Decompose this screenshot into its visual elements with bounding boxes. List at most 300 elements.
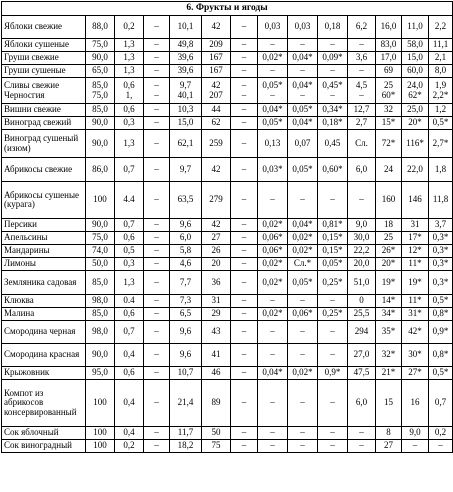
- value-cell: –: [231, 158, 258, 182]
- value-cell: 69: [376, 65, 402, 78]
- value-cell: –: [144, 182, 170, 219]
- value-cell: 88,0: [86, 16, 115, 39]
- value-cell: 90,0: [86, 344, 115, 367]
- value-cell: 90,0: [86, 52, 115, 65]
- value-cell: 0,2: [429, 427, 453, 440]
- value-cell: 0,34*: [318, 104, 348, 117]
- value-cell: – –: [231, 78, 258, 104]
- value-cell: 0,4: [115, 380, 144, 427]
- value-cell: 90,0: [86, 219, 115, 232]
- value-cell: 0,45: [318, 130, 348, 158]
- product-name-cell: Сок виноградный: [2, 440, 86, 453]
- table-row: [2, 380, 453, 427]
- value-cell: 24,0 62*: [402, 78, 429, 104]
- value-cell: 0,7: [115, 219, 144, 232]
- value-cell: 0,02*: [258, 271, 288, 295]
- value-cell: 294: [348, 321, 376, 344]
- table-row: [2, 344, 453, 367]
- product-name-cell: Груши сушеные: [2, 65, 86, 78]
- product-name-cell: Сок яблочный: [2, 427, 86, 440]
- value-cell: 6,5: [170, 308, 202, 321]
- value-cell: 116*: [402, 130, 429, 158]
- value-cell: 42: [202, 16, 231, 39]
- value-cell: 25 60*: [376, 78, 402, 104]
- value-cell: 11*: [402, 258, 429, 271]
- value-cell: 0,04*: [258, 367, 288, 380]
- value-cell: 0,7: [115, 158, 144, 182]
- value-cell: 3,6: [348, 52, 376, 65]
- value-cell: 30,0: [348, 232, 376, 245]
- value-cell: 0,3: [115, 117, 144, 130]
- value-cell: –: [318, 321, 348, 344]
- value-cell: 8,0: [429, 65, 453, 78]
- value-cell: 0,02*: [288, 245, 318, 258]
- value-cell: 2,7*: [429, 130, 453, 158]
- value-cell: 6,2: [348, 16, 376, 39]
- value-cell: –: [231, 104, 258, 117]
- value-cell: –: [318, 295, 348, 308]
- value-cell: 2,1: [429, 52, 453, 65]
- value-cell: –: [402, 440, 429, 453]
- value-cell: –: [348, 440, 376, 453]
- value-cell: 98,0: [86, 321, 115, 344]
- value-cell: 20*: [402, 117, 429, 130]
- value-cell: 27,0: [348, 344, 376, 367]
- table-row: [2, 245, 453, 258]
- product-name-cell: Виноград сушеный (изюм): [2, 130, 86, 158]
- value-cell: –: [258, 321, 288, 344]
- value-cell: 15,0: [170, 117, 202, 130]
- value-cell: –: [258, 427, 288, 440]
- value-cell: 42: [202, 158, 231, 182]
- value-cell: 15,0: [402, 52, 429, 65]
- value-cell: 9,7: [170, 158, 202, 182]
- value-cell: 98,0: [86, 295, 115, 308]
- value-cell: 27: [202, 232, 231, 245]
- value-cell: –: [288, 344, 318, 367]
- value-cell: –: [231, 39, 258, 52]
- value-cell: –: [144, 16, 170, 39]
- value-cell: 4,5 –: [348, 78, 376, 104]
- value-cell: 58,0: [402, 39, 429, 52]
- product-name-cell: Груши свежие: [2, 52, 86, 65]
- value-cell: –: [231, 344, 258, 367]
- value-cell: –: [144, 271, 170, 295]
- value-cell: –: [231, 308, 258, 321]
- value-cell: 0,5*: [429, 367, 453, 380]
- product-name-cell: Апельсины: [2, 232, 86, 245]
- value-cell: 49,8: [170, 39, 202, 52]
- value-cell: –: [318, 182, 348, 219]
- value-cell: 18: [376, 219, 402, 232]
- value-cell: 86,0: [86, 158, 115, 182]
- value-cell: 74,0: [86, 245, 115, 258]
- value-cell: 279: [202, 182, 231, 219]
- value-cell: 6,0: [348, 158, 376, 182]
- value-cell: 0,15*: [318, 232, 348, 245]
- value-cell: –: [144, 344, 170, 367]
- value-cell: –: [144, 130, 170, 158]
- value-cell: 31: [202, 295, 231, 308]
- value-cell: 95,0: [86, 367, 115, 380]
- value-cell: –: [318, 440, 348, 453]
- value-cell: 26*: [376, 245, 402, 258]
- value-cell: 0,18: [318, 16, 348, 39]
- value-cell: 1,2: [429, 104, 453, 117]
- value-cell: 24: [376, 158, 402, 182]
- value-cell: –: [231, 117, 258, 130]
- table-row: [2, 258, 453, 271]
- product-name-cell: Персики: [2, 219, 86, 232]
- value-cell: 0,15*: [318, 245, 348, 258]
- value-cell: –: [288, 65, 318, 78]
- value-cell: 0,02*: [288, 367, 318, 380]
- product-name-cell: Компот из абрикосов консервированный: [2, 380, 86, 427]
- value-cell: 0,3*: [429, 271, 453, 295]
- product-name-cell: Крыжовник: [2, 367, 86, 380]
- value-cell: 100: [86, 440, 115, 453]
- value-cell: 32*: [376, 344, 402, 367]
- value-cell: –: [231, 321, 258, 344]
- value-cell: 167: [202, 65, 231, 78]
- value-cell: 90,0: [86, 130, 115, 158]
- table-row: [2, 427, 453, 440]
- value-cell: 46: [202, 367, 231, 380]
- value-cell: 146: [402, 182, 429, 219]
- value-cell: 0,60*: [318, 158, 348, 182]
- table-row: [2, 52, 453, 65]
- value-cell: 0,06*: [288, 308, 318, 321]
- value-cell: 0,04*: [288, 52, 318, 65]
- value-cell: –: [231, 65, 258, 78]
- value-cell: –: [288, 295, 318, 308]
- value-cell: –: [348, 65, 376, 78]
- value-cell: 0,04*: [258, 104, 288, 117]
- value-cell: 0,3: [115, 258, 144, 271]
- value-cell: –: [258, 295, 288, 308]
- value-cell: 30*: [402, 344, 429, 367]
- value-cell: 21,4: [170, 380, 202, 427]
- value-cell: 259: [202, 130, 231, 158]
- value-cell: 0,06*: [258, 232, 288, 245]
- value-cell: –: [144, 380, 170, 427]
- table-row: [2, 104, 453, 117]
- value-cell: 0,6: [115, 104, 144, 117]
- value-cell: –: [318, 380, 348, 427]
- value-cell: 12,7: [348, 104, 376, 117]
- value-cell: –: [144, 295, 170, 308]
- value-cell: 0,05* –: [258, 78, 288, 104]
- product-name-cell: Сливы свежие Черносгия: [2, 78, 86, 104]
- value-cell: 0,04* –: [288, 78, 318, 104]
- value-cell: 0,18*: [318, 117, 348, 130]
- value-cell: 0,05*: [318, 258, 348, 271]
- value-cell: 4.4: [115, 182, 144, 219]
- value-cell: –: [288, 182, 318, 219]
- value-cell: –: [144, 258, 170, 271]
- value-cell: 209: [202, 39, 231, 52]
- value-cell: 20*: [376, 258, 402, 271]
- value-cell: 6,0: [348, 380, 376, 427]
- value-cell: 85,0 75,0: [86, 78, 115, 104]
- value-cell: 0,09*: [318, 52, 348, 65]
- value-cell: –: [144, 308, 170, 321]
- value-cell: –: [144, 427, 170, 440]
- value-cell: 0,3*: [429, 245, 453, 258]
- value-cell: 50: [202, 427, 231, 440]
- value-cell: 1,3: [115, 65, 144, 78]
- value-cell: 75,0: [86, 232, 115, 245]
- value-cell: 0,8*: [429, 308, 453, 321]
- value-cell: 19*: [376, 271, 402, 295]
- value-cell: 0,02*: [258, 258, 288, 271]
- value-cell: 100: [86, 182, 115, 219]
- product-name-cell: Виноград свежий: [2, 117, 86, 130]
- value-cell: 25,5: [348, 308, 376, 321]
- value-cell: –: [258, 380, 288, 427]
- value-cell: 1,8: [429, 158, 453, 182]
- value-cell: 21*: [376, 367, 402, 380]
- value-cell: –: [258, 440, 288, 453]
- value-cell: 0.4: [115, 295, 144, 308]
- value-cell: –: [348, 39, 376, 52]
- value-cell: 25,0: [402, 104, 429, 117]
- value-cell: 2,7: [348, 117, 376, 130]
- value-cell: 0,4: [115, 344, 144, 367]
- value-cell: 50,0: [86, 258, 115, 271]
- value-cell: 100: [86, 380, 115, 427]
- value-cell: 0,5*: [429, 295, 453, 308]
- table-row: [2, 65, 453, 78]
- value-cell: 31: [402, 219, 429, 232]
- product-name-cell: Малина: [2, 308, 86, 321]
- value-cell: 18,2: [170, 440, 202, 453]
- value-cell: 0,02*: [258, 219, 288, 232]
- value-cell: 1,3: [115, 39, 144, 52]
- value-cell: 22,0: [402, 158, 429, 182]
- table-row: [2, 130, 453, 158]
- value-cell: 17,0: [376, 52, 402, 65]
- value-cell: 0,04*: [288, 117, 318, 130]
- value-cell: –: [348, 182, 376, 219]
- product-name-cell: Вишни свежие: [2, 104, 86, 117]
- value-cell: 0,7: [429, 380, 453, 427]
- value-cell: –: [144, 367, 170, 380]
- value-cell: –: [231, 380, 258, 427]
- value-cell: –: [288, 427, 318, 440]
- value-cell: –: [231, 271, 258, 295]
- value-cell: 9,0: [348, 219, 376, 232]
- value-cell: 0,9*: [429, 321, 453, 344]
- value-cell: 63,5: [170, 182, 202, 219]
- value-cell: 12*: [402, 245, 429, 258]
- value-cell: –: [318, 39, 348, 52]
- section-title-row: [2, 2, 453, 16]
- product-name-cell: Смородина красная: [2, 344, 86, 367]
- value-cell: 41: [202, 344, 231, 367]
- value-cell: 11,1: [429, 39, 453, 52]
- value-cell: –: [258, 182, 288, 219]
- value-cell: –: [144, 65, 170, 78]
- value-cell: 0,9*: [318, 367, 348, 380]
- value-cell: 26: [202, 245, 231, 258]
- value-cell: 0,6: [115, 232, 144, 245]
- value-cell: –: [318, 344, 348, 367]
- product-name-cell: Яблоки сушеные: [2, 39, 86, 52]
- value-cell: 42: [202, 219, 231, 232]
- value-cell: –: [144, 158, 170, 182]
- value-cell: –: [231, 130, 258, 158]
- product-name-cell: Земляника садовая: [2, 271, 86, 295]
- value-cell: 100: [86, 427, 115, 440]
- value-cell: 9,6: [170, 219, 202, 232]
- value-cell: 34*: [376, 308, 402, 321]
- value-cell: 0,25*: [318, 308, 348, 321]
- value-cell: 27: [376, 440, 402, 453]
- value-cell: 7,7: [170, 271, 202, 295]
- value-cell: 20: [202, 258, 231, 271]
- value-cell: 0,05*: [288, 271, 318, 295]
- value-cell: 0,81*: [318, 219, 348, 232]
- value-cell: –: [231, 440, 258, 453]
- value-cell: 0,05*: [288, 104, 318, 117]
- value-cell: 0: [348, 295, 376, 308]
- value-cell: 0,02*: [258, 52, 288, 65]
- value-cell: 43: [202, 321, 231, 344]
- value-cell: 0,03*: [258, 158, 288, 182]
- product-name-cell: Смородина черная: [2, 321, 86, 344]
- value-cell: 0,02*: [258, 308, 288, 321]
- table-row: [2, 16, 453, 39]
- value-cell: 32: [376, 104, 402, 117]
- product-name-cell: Абрикосы свежие: [2, 158, 86, 182]
- value-cell: –: [231, 52, 258, 65]
- value-cell: 1,9 2,2*: [429, 78, 453, 104]
- value-cell: 20,0: [348, 258, 376, 271]
- value-cell: 2,2: [429, 16, 453, 39]
- value-cell: 83,0: [376, 39, 402, 52]
- table-row: [2, 78, 453, 104]
- value-cell: –: [231, 295, 258, 308]
- value-cell: 11*: [402, 295, 429, 308]
- value-cell: 16: [402, 380, 429, 427]
- table-row: [2, 39, 453, 52]
- value-cell: –: [144, 321, 170, 344]
- value-cell: 14*: [376, 295, 402, 308]
- value-cell: 10,3: [170, 104, 202, 117]
- value-cell: –: [258, 344, 288, 367]
- value-cell: 60,0: [402, 65, 429, 78]
- value-cell: 0,45* –: [318, 78, 348, 104]
- value-cell: –: [288, 321, 318, 344]
- value-cell: 0,3*: [429, 258, 453, 271]
- value-cell: 75,0: [86, 39, 115, 52]
- value-cell: –: [258, 39, 288, 52]
- value-cell: –: [144, 104, 170, 117]
- value-cell: 0,02*: [288, 232, 318, 245]
- value-cell: 72*: [376, 130, 402, 158]
- value-cell: 7,3: [170, 295, 202, 308]
- section-title: 6. Фрукты и ягоды: [2, 2, 453, 16]
- table-row: [2, 158, 453, 182]
- value-cell: 15: [376, 380, 402, 427]
- value-cell: –: [144, 39, 170, 52]
- value-cell: –: [231, 219, 258, 232]
- value-cell: 0,03: [288, 16, 318, 39]
- value-cell: –: [288, 440, 318, 453]
- table-row: [2, 271, 453, 295]
- value-cell: 10,7: [170, 367, 202, 380]
- product-name-cell: Абрикосы сушеные (курага): [2, 182, 86, 219]
- value-cell: 19*: [402, 271, 429, 295]
- value-cell: 0,03: [258, 16, 288, 39]
- value-cell: 5,8: [170, 245, 202, 258]
- value-cell: 62: [202, 117, 231, 130]
- value-cell: –: [258, 65, 288, 78]
- value-cell: 0,07: [288, 130, 318, 158]
- table-row: [2, 182, 453, 219]
- value-cell: 167: [202, 52, 231, 65]
- table-row: [2, 117, 453, 130]
- fruits-berries-table: [1, 1, 453, 453]
- value-cell: 15*: [376, 117, 402, 130]
- value-cell: –: [231, 427, 258, 440]
- product-name-cell: Клюква: [2, 295, 86, 308]
- value-cell: 90,0: [86, 117, 115, 130]
- value-cell: 11,0: [402, 16, 429, 39]
- value-cell: 0,05*: [288, 158, 318, 182]
- value-cell: 27*: [402, 367, 429, 380]
- table-row: [2, 440, 453, 453]
- value-cell: 160: [376, 182, 402, 219]
- value-cell: 62,1: [170, 130, 202, 158]
- value-cell: –: [318, 427, 348, 440]
- value-cell: 1,3: [115, 52, 144, 65]
- value-cell: 10,1: [170, 16, 202, 39]
- value-cell: 0,2: [115, 16, 144, 39]
- value-cell: –: [348, 427, 376, 440]
- value-cell: 9,7 40,1: [170, 78, 202, 104]
- value-cell: 0,6: [115, 308, 144, 321]
- value-cell: 0,2: [115, 440, 144, 453]
- value-cell: 0,5*: [429, 117, 453, 130]
- table-row: [2, 219, 453, 232]
- table-row: [2, 367, 453, 380]
- value-cell: –: [231, 245, 258, 258]
- value-cell: 6,0: [170, 232, 202, 245]
- table-row: [2, 295, 453, 308]
- value-cell: 36: [202, 271, 231, 295]
- value-cell: 29: [202, 308, 231, 321]
- value-cell: 0,5: [115, 245, 144, 258]
- value-cell: 39,6: [170, 52, 202, 65]
- nutrition-table-page: [1, 1, 452, 490]
- value-cell: – –: [144, 78, 170, 104]
- value-cell: 44: [202, 104, 231, 117]
- value-cell: 0,04*: [288, 219, 318, 232]
- value-cell: –: [144, 117, 170, 130]
- value-cell: –: [231, 16, 258, 39]
- value-cell: 16,0: [376, 16, 402, 39]
- value-cell: 9,0: [402, 427, 429, 440]
- value-cell: –: [144, 245, 170, 258]
- value-cell: –: [231, 367, 258, 380]
- value-cell: –: [144, 219, 170, 232]
- value-cell: 0,6 1,: [115, 78, 144, 104]
- value-cell: 0,7: [115, 321, 144, 344]
- value-cell: 51,0: [348, 271, 376, 295]
- value-cell: 9,6: [170, 344, 202, 367]
